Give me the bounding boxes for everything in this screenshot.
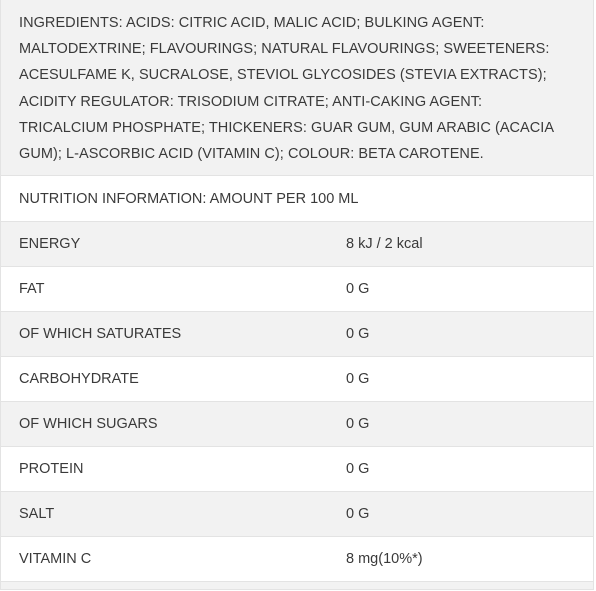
- nutrient-value: 0 G: [346, 461, 370, 477]
- table-row: [1, 447, 593, 492]
- nutrient-value: 0 G: [346, 506, 370, 522]
- nutrient-name: VITAMIN C: [19, 551, 92, 567]
- nutrition-header: NUTRITION INFORMATION: AMOUNT PER 100 ML: [1, 176, 593, 222]
- nutrient-value: 0 G: [346, 326, 370, 342]
- nutrient-name: CARBOHYDRATE: [19, 371, 139, 387]
- nutrient-value: 0 G: [346, 371, 370, 387]
- table-row: [1, 402, 593, 447]
- nutrient-name: ENERGY: [19, 236, 81, 252]
- table-row: [1, 222, 593, 267]
- nutrient-name: SALT: [19, 506, 55, 522]
- table-row: [1, 492, 593, 537]
- nutrient-value: 0 G: [346, 416, 370, 432]
- table-row: [1, 312, 593, 357]
- table-row-empty: [1, 582, 593, 590]
- ingredients-text: INGREDIENTS: ACIDS: CITRIC ACID, MALIC ACID; BULKING AGENT: MALTODEXTRINE; FLAVOURINGS; NATURAL FLAVOURINGS; SWEETENERS: ACESULFAME K, SUCRALOSE, STEVIOL GLYCOSIDES (STEVIA EXTRACTS); ACIDITY REGULATOR: TRISODIUM CITRATE; ANTI-CAKING AGENT: TRICALCIUM PHOSPHATE; THICKENERS: GUAR GUM, GUM ARABIC (ACACIA GUM); L-ASCORBIC ACID (VITAMIN C); COLOUR: BETA CAROTENE.: [1, 0, 593, 176]
- nutrient-value: 8 kJ / 2 kcal: [346, 236, 423, 252]
- table-row: [1, 537, 593, 582]
- table-row: [1, 267, 593, 312]
- nutrient-name: PROTEIN: [19, 461, 84, 477]
- nutrient-value: 0 G: [346, 281, 370, 297]
- nutrient-name: OF WHICH SUGARS: [19, 416, 158, 432]
- nutrient-name: FAT: [19, 281, 45, 297]
- nutrient-name: OF WHICH SATURATES: [19, 326, 182, 342]
- nutrient-value: 8 mg(10%*): [346, 551, 423, 567]
- table-row: [1, 357, 593, 402]
